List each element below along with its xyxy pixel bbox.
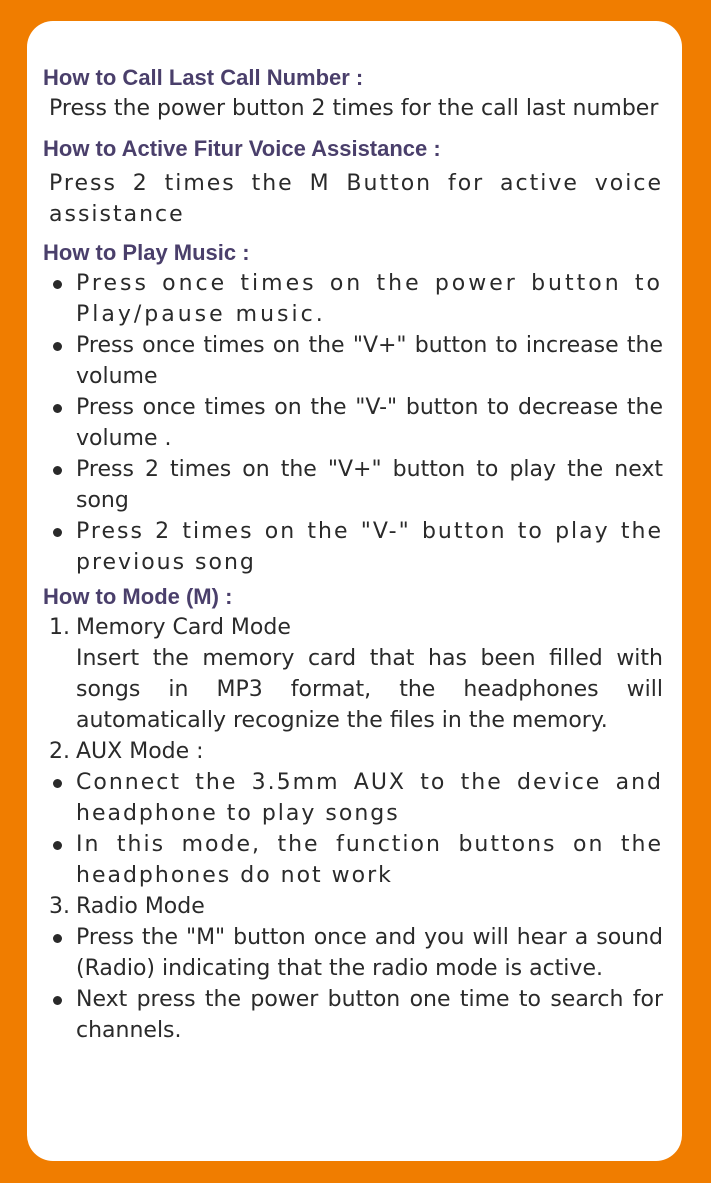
aux-list: [43, 767, 663, 891]
heading-voice-assistance: How to Active Fitur Voice Assistance :: [43, 136, 441, 161]
heading-mode: How to Mode (M) :: [43, 584, 233, 609]
bullet-icon: [53, 528, 62, 537]
bullet-icon: [53, 404, 62, 413]
list-item: Connect the 3.5mm AUX to the device and headphone to play songs: [43, 767, 663, 829]
music-list: [43, 268, 663, 578]
text-voice-assistance: Press 2 times the M Button for active voice assistance: [49, 171, 663, 227]
list-item: Press once times on the "V-" button to decrease the volume .: [43, 392, 663, 454]
bullet-icon: [53, 779, 62, 788]
bullet-icon: [53, 280, 62, 289]
radio-list: [43, 922, 663, 1046]
list-item: Press once times on the "V+" button to increase the volume: [43, 330, 663, 392]
memory-card-text: Insert the memory card that has been filled with songs in MP3 format, the headphones will automatically recognize the files in the memory.: [76, 646, 663, 733]
list-item: In this mode, the function buttons on the headphones do not work: [43, 829, 663, 891]
list-item: Press 2 times on the "V-" button to play the previous song: [43, 516, 663, 578]
bullet-icon: [53, 934, 62, 943]
list-item: Press once times on the power button to Play/pause music.: [43, 268, 663, 330]
text-call-last-number: Press the power button 2 times for the call last number: [49, 96, 659, 121]
mode-radio: 3. Radio Mode: [49, 894, 205, 919]
bullet-icon: [53, 996, 62, 1005]
heading-call-last-number: How to Call Last Call Number :: [43, 65, 364, 90]
bullet-icon: [53, 466, 62, 475]
mode-memory-card: 1. Memory Card Mode: [49, 615, 291, 640]
bullet-icon: [53, 841, 62, 850]
list-item: Press 2 times on the "V+" button to play the next song: [43, 454, 663, 516]
heading-play-music: How to Play Music :: [43, 240, 250, 265]
bullet-icon: [53, 342, 62, 351]
instruction-content: [43, 63, 663, 1046]
list-item: Next press the power button one time to search for channels.: [43, 984, 663, 1046]
mode-aux: 2. AUX Mode :: [49, 739, 204, 764]
list-item: Press the "M" button once and you will hear a sound (Radio) indicating that the radio mode is active.: [43, 922, 663, 984]
instruction-card: [27, 21, 682, 1161]
